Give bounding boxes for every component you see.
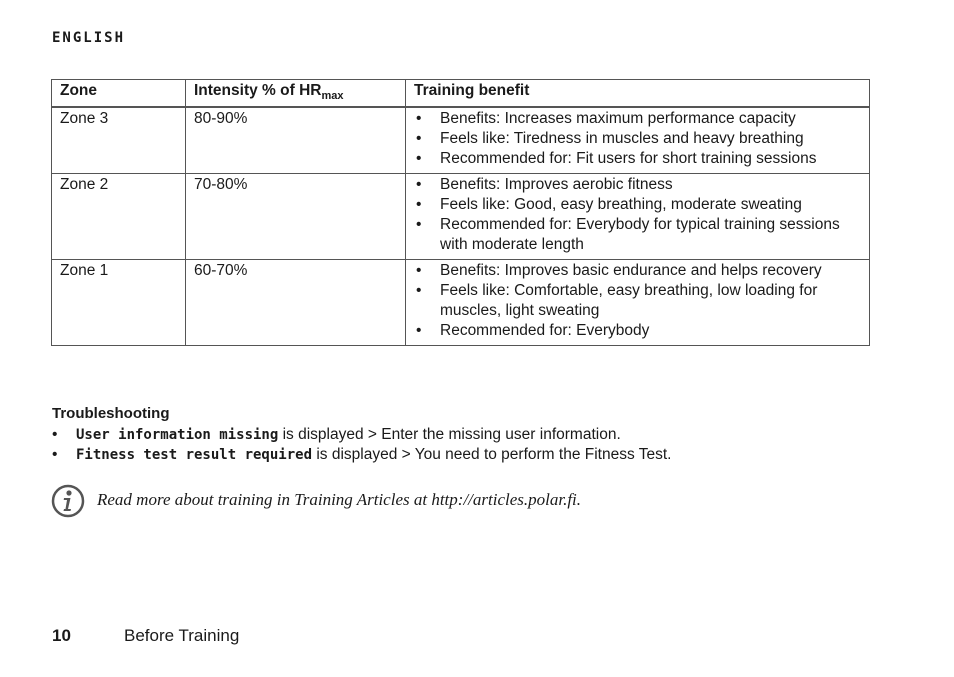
benefit-list	[414, 109, 861, 169]
zone-cell: Zone 2	[52, 174, 186, 260]
list-item	[52, 445, 671, 465]
display-message: Fitness test result required	[76, 447, 313, 463]
language-label: ENGLISH	[52, 30, 126, 46]
table-row	[52, 107, 870, 174]
page-number: 10	[52, 626, 71, 645]
benefit-cell	[406, 107, 870, 174]
benefit-list	[414, 261, 861, 341]
zone-cell: Zone 3	[52, 107, 186, 174]
column-header-intensity	[186, 80, 406, 108]
list-item: • Recommended for: Everybody for typical training sessions with moderate length	[414, 215, 861, 255]
column-header-zone: Zone	[52, 80, 186, 108]
column-header-benefit: Training benefit	[406, 80, 870, 108]
troubleshooting-text: is displayed > You need to perform the Fitness Test.	[312, 446, 672, 463]
benefit-cell	[406, 174, 870, 260]
table-header-row	[52, 80, 870, 108]
heart-rate-zones-table	[51, 79, 870, 346]
info-icon	[51, 484, 85, 518]
section-title: Before Training	[124, 626, 240, 645]
benefit-list	[414, 175, 861, 255]
intensity-header-text: Intensity % of HR	[194, 82, 322, 99]
zone-cell: Zone 1	[52, 260, 186, 346]
display-message: User information missing	[76, 427, 279, 443]
table-row	[52, 260, 870, 346]
troubleshooting-list	[52, 425, 671, 465]
intensity-cell: 60-70%	[186, 260, 406, 346]
list-item: • Benefits: Increases maximum performance capacity	[414, 109, 861, 129]
list-item: • Feels like: Tiredness in muscles and heavy breathing	[414, 129, 861, 149]
troubleshooting-text: is displayed > Enter the missing user information.	[278, 426, 621, 443]
intensity-header-subscript: max	[321, 90, 344, 102]
list-item	[52, 425, 671, 445]
list-item: • Benefits: Improves aerobic fitness	[414, 175, 861, 195]
intensity-cell: 70-80%	[186, 174, 406, 260]
list-item: • Benefits: Improves basic endurance and helps recovery	[414, 261, 861, 281]
table-row	[52, 174, 870, 260]
list-item: • Feels like: Good, easy breathing, moderate sweating	[414, 195, 861, 215]
list-item: • Recommended for: Everybody	[414, 321, 861, 341]
intensity-cell: 80-90%	[186, 107, 406, 174]
benefit-cell	[406, 260, 870, 346]
list-item: • Recommended for: Fit users for short training sessions	[414, 149, 861, 169]
troubleshooting-heading: Troubleshooting	[52, 405, 170, 422]
list-item: • Feels like: Comfortable, easy breathing, low loading for muscles, light sweating	[414, 281, 861, 321]
info-note: Read more about training in Training Articles at http://articles.polar.fi.	[97, 490, 582, 509]
